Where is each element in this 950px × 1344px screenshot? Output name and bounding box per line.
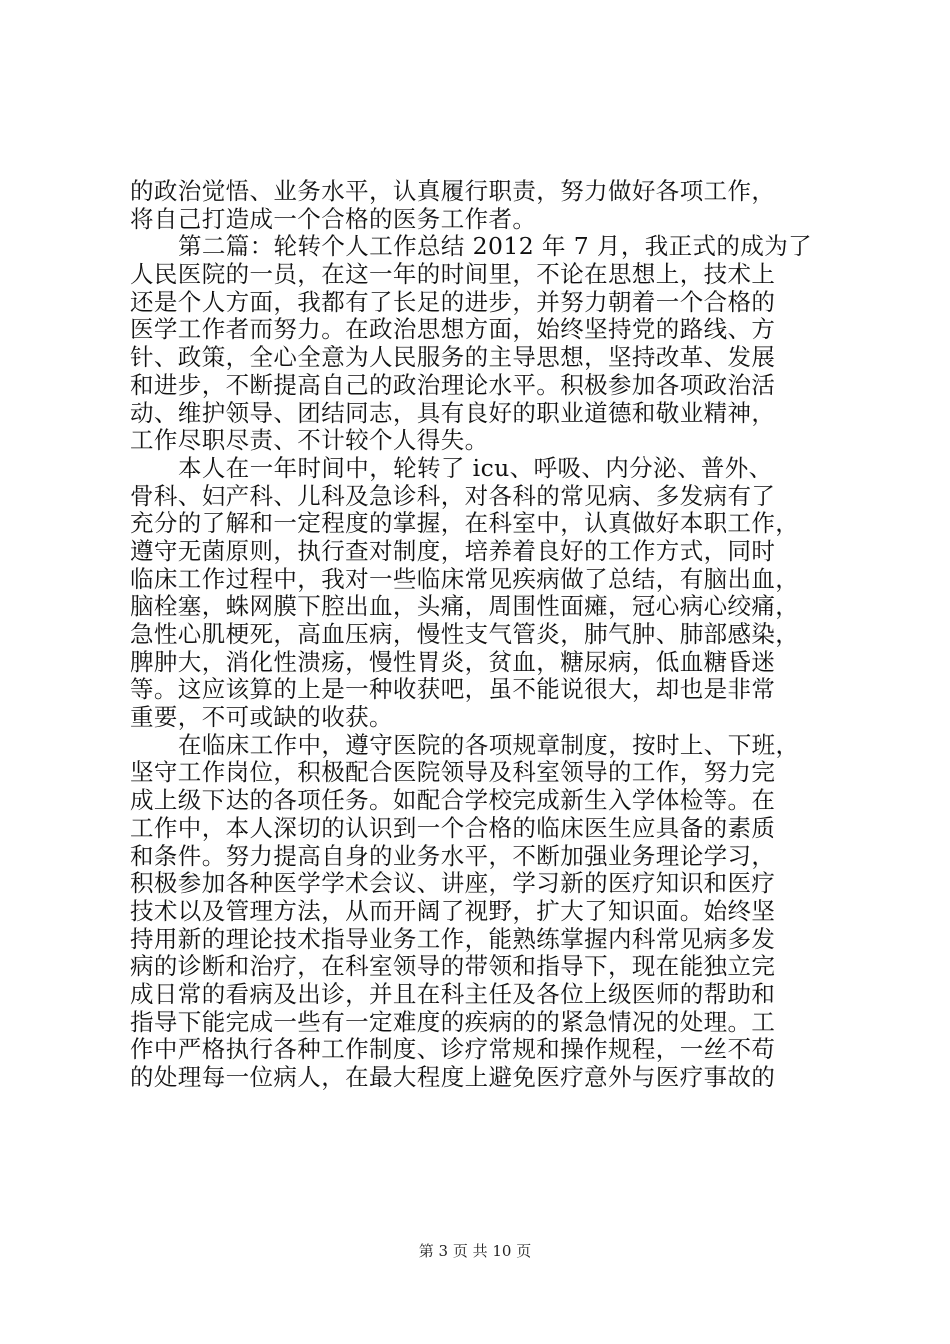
text-line: 脑栓塞，蛛网膜下腔出血，头痛，周围性面瘫，冠心病心绞痛， [130, 592, 800, 621]
text-line: 针、政策，全心全意为人民服务的主导思想，坚持改革、发展 [130, 343, 776, 372]
text-line: 将自己打造成一个合格的医务工作者。 [130, 204, 537, 233]
body-text [130, 178, 842, 1092]
text-line: 医学工作者而努力。在政治思想方面，始终坚持党的路线、方 [130, 315, 776, 344]
text-line: 作中严格执行各种工作制度、诊疗常规和操作规程，一丝不苟 [130, 1035, 776, 1064]
text-line: 脾肿大，消化性溃疡，慢性胃炎，贫血，糖尿病，低血糖昏迷 [130, 647, 776, 676]
text-line: 本人在一年时间中，轮转了 icu、呼吸、内分泌、普外、 [178, 453, 773, 482]
text-line: 等。这应该算的上是一种收获吧，虽不能说很大，却也是非常 [130, 675, 776, 704]
text-line: 临床工作过程中，我对一些临床常见疾病做了总结，有脑出血， [130, 564, 800, 593]
text-line: 持用新的理论技术指导业务工作，能熟练掌握内科常见病多发 [130, 924, 776, 953]
text-line: 技术以及管理方法，从而开阔了视野，扩大了知识面。始终坚 [130, 896, 776, 925]
text-line: 成上级下达的各项任务。如配合学校完成新生入学体检等。在 [130, 786, 776, 815]
text-line: 和条件。努力提高自身的业务水平，不断加强业务理论学习， [130, 841, 776, 870]
text-line: 急性心肌梗死，高血压病，慢性支气管炎，肺气肿、肺部感染， [130, 620, 800, 648]
page-footer: 第 3 页 共 10 页 [418, 1242, 532, 1260]
text-line: 人民医院的一员，在这一年的时间里，不论在思想上，技术上 [130, 260, 776, 289]
text-line: 成日常的看病及出诊，并且在科主任及各位上级医师的帮助和 [130, 979, 776, 1008]
text-line: 动、维护领导、团结同志，具有良好的职业道德和敬业精神， [130, 398, 776, 427]
text-line: 遵守无菌原则，执行查对制度，培养着良好的工作方式，同时 [130, 536, 776, 565]
text-line: 的政治觉悟、业务水平，认真履行职责，努力做好各项工作， [130, 177, 776, 205]
text-line: 积极参加各种医学学术会议、讲座，学习新的医疗知识和医疗 [130, 869, 776, 898]
text-line: 重要，不可或缺的收获。 [130, 703, 393, 732]
text-line: 指导下能完成一些有一定难度的疾病的的紧急情况的处理。工 [130, 1007, 776, 1036]
text-line: 工作中，本人深切的认识到一个合格的临床医生应具备的素质 [130, 813, 776, 842]
text-line: 的处理每一位病人，在最大程度上避免医疗意外与医疗事故的 [130, 1063, 776, 1091]
text-line: 工作尽职尽责、不计较个人得失。 [130, 426, 489, 455]
text-line: 坚守工作岗位，积极配合医院领导及科室领导的工作，努力完 [130, 758, 776, 787]
text-line: 在临床工作中，遵守医院的各项规章制度，按时上、下班， [178, 730, 800, 759]
text-line: 还是个人方面，我都有了长足的进步，并努力朝着一个合格的 [130, 287, 776, 316]
text-line: 骨科、妇产科、儿科及急诊科，对各科的常见病、多发病有了 [130, 481, 776, 510]
text-line: 充分的了解和一定程度的掌握，在科室中，认真做好本职工作， [130, 509, 800, 538]
text-line: 和进步，不断提高自己的政治理论水平。积极参加各项政治活 [130, 370, 776, 399]
text-line: 第二篇：轮转个人工作总结 2012 年 7 月，我正式的成为了 [178, 232, 813, 261]
text-line: 病的诊断和治疗，在科室领导的带领和指导下，现在能独立完 [130, 952, 776, 981]
